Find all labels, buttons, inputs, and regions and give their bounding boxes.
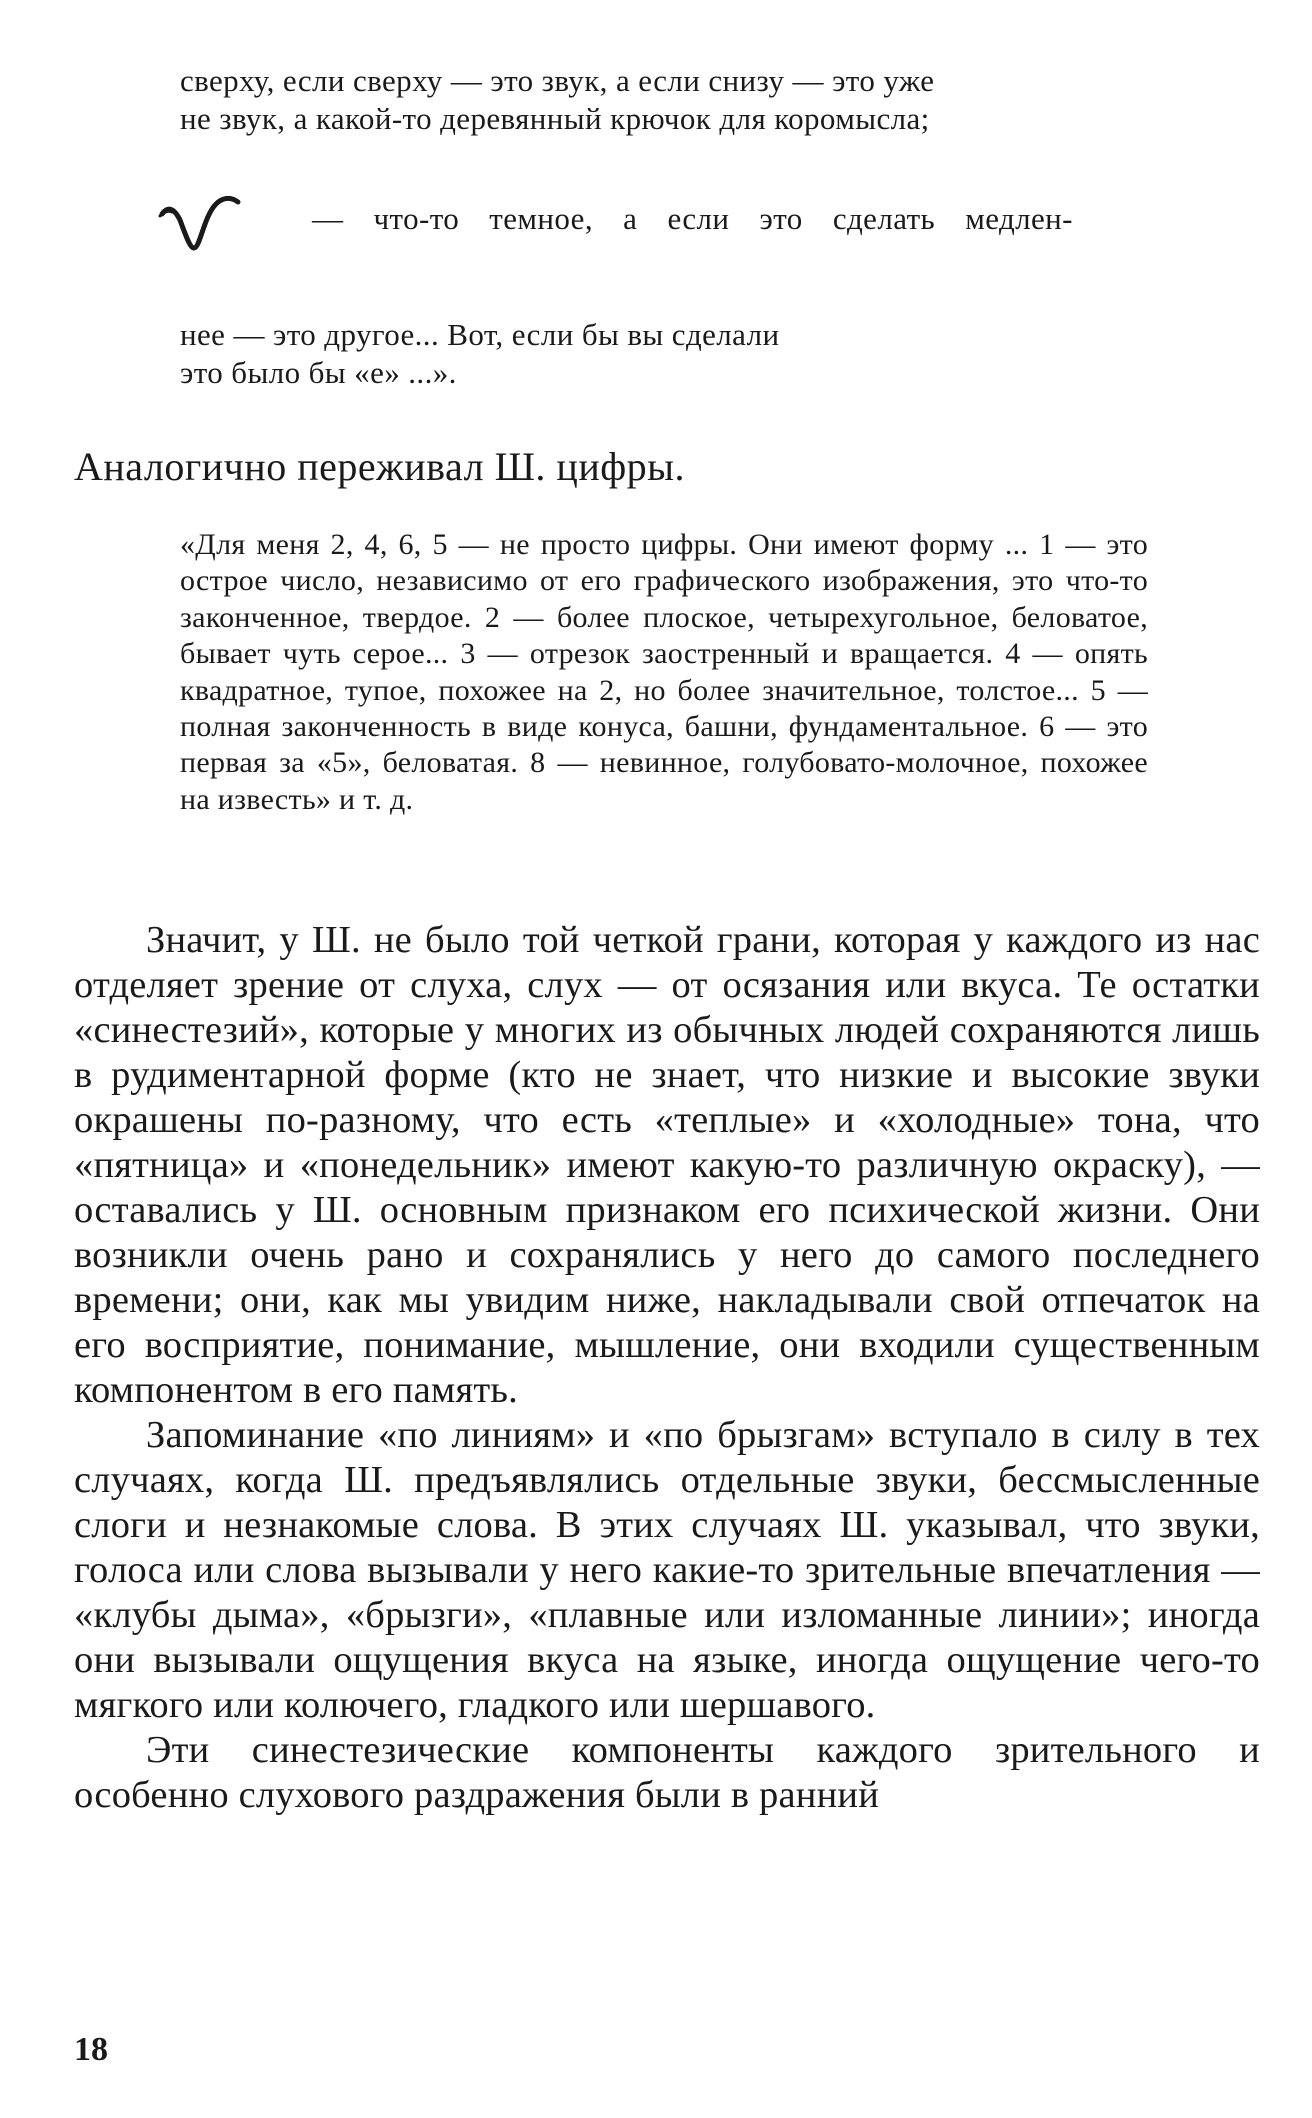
page-number: 18 bbox=[74, 2031, 108, 2068]
top-line-1: сверху, если сверху — это звук, а если снизу — это уже bbox=[180, 63, 935, 98]
top-line-2: не звук, а какой-то деревянный крючок для коромысла; bbox=[180, 101, 930, 136]
paragraph-3: Эти синестезические компоненты каждого зрительного и особенно слухового раздражения были в ранний bbox=[74, 1729, 1260, 1816]
body-text bbox=[74, 918, 1260, 1818]
after-symbol-line-1: нее — это другое... Вот, если бы вы сделали bbox=[180, 317, 780, 352]
after-symbol-line-2: это было бы «е» ...». bbox=[180, 355, 457, 390]
symbol-description: — что-то темное, а если это сделать медлен- bbox=[312, 201, 1073, 236]
section-heading: Аналогично переживал Ш. цифры. bbox=[74, 444, 686, 489]
symbol-row bbox=[150, 186, 1150, 256]
paragraph-2: Запоминание «по линиям» и «по брызгам» вступало в силу в тех случаях, когда Ш. предъявлялись отдельные звуки, бессмысленные слоги и незнакомые слова. В этих случаях Ш. указывал, что звуки, голоса или слова вызывали у него какие-то зрительные впечатления — «клубы дыма», «брызги», «плавные или изломанные линии»; иногда они вызывали ощущения вкуса на языке, иногда ощущение чего-то мягкого или колючего, гладкого или шершавого. bbox=[74, 1414, 1260, 1726]
paragraph-1: Значит, у Ш. не было той четкой грани, которая у каждого из нас отделяет зрение от слуха, слух — от осязания или вкуса. Те остатки «синестезий», которые у многих из обычных людей сохраняются лишь в рудиментарной форме (кто не знает, что низкие и высокие звуки окрашены по-разному, что есть «теплые» и «холодные» тона, что «пятница» и «понедельник» имеют какую-то различную окраску), — оставались у Ш. основным признаком его психической жизни. Они возникли очень рано и сохранялись у него до самого последнего времени; они, как мы увидим ниже, накладывали свой отпечаток на его восприятие, понимание, мышление, они входили существенным компонентом в его память. bbox=[74, 919, 1260, 1411]
quote-block: «Для меня 2, 4, 6, 5 — не просто цифры. Они имеют форму ... 1 — это острое число, независимо от его графического изображения, это что-то законченное, твердое. 2 — более плоское, четырехугольное, беловатое, бывает чуть серое... 3 — отрезок заостренный и вращается. 4 — опять квадратное, тупое, похожее на 2, но более значительное, толстое... 5 — полная законченность в виде конуса, башни, фундаментальное. 6 — это первая за «5», беловатая. 8 — невинное, голубовато-молочное, похожее на известь» и т. д. bbox=[180, 528, 1148, 816]
hook-line-symbol-icon bbox=[150, 186, 290, 256]
